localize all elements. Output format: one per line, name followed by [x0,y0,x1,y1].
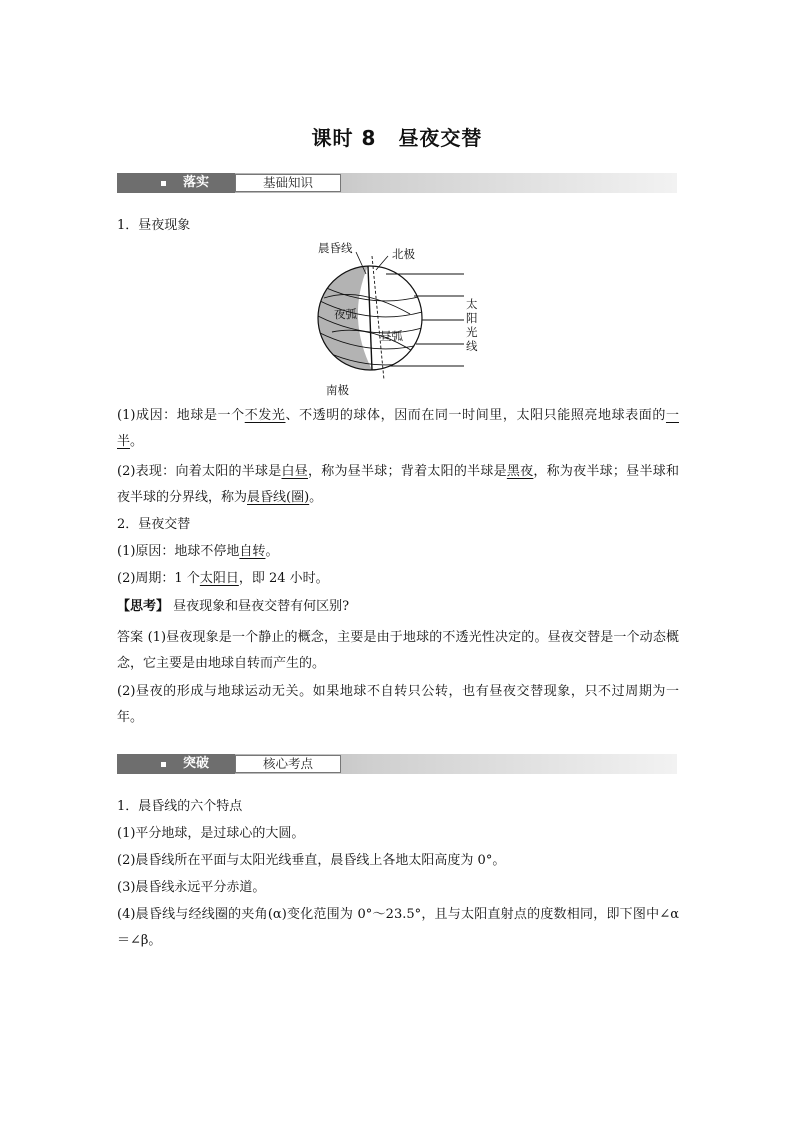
earth-axis [372,256,384,380]
answer-blank: 太阳日 [199,571,239,586]
answer-paragraph-1: 答案 (1)昼夜现象是一个静止的概念，主要是由于地球的不透光性决定的。昼夜交替是一个动态概念，它主要是由地球自转而产生的。 [117,630,679,671]
sunlight-label-char: 光 [466,325,478,339]
sunlight-label-char: 线 [466,339,478,353]
think-label: 【思考】 [117,599,170,614]
feature-item: (3)晨昏线永远平分赤道。 [117,880,266,895]
item-heading: 1．昼夜现象 [117,218,191,233]
section-subtitle: 核心考点 [235,755,341,773]
feature-item: (4)晨昏线与经线圈的夹角(α)变化范围为 0°～23.5°，且与太阳直射点的度数相同，即下图中∠α＝∠β。 [117,907,679,948]
page-title [0,122,794,151]
answer-label: 答案 [117,630,144,645]
feature-item: (2)晨昏线所在平面与太阳光线垂直，晨昏线上各地太阳高度为 0°。 [117,853,506,868]
sunlight-label-char: 阳 [466,311,478,325]
section-tag: 落实 [117,173,235,193]
section-tag: 突破 [117,754,235,774]
answer-blank: 白昼 [281,464,309,479]
answer-blank: 黑夜 [506,464,534,479]
terminator-label: 晨昏线 [318,241,353,255]
lesson-number: 课时 8 [311,126,377,150]
paragraph-cause: (1)成因：地球是一个不发光、不透明的球体，因而在同一时间里，太阳只能照亮地球表面的一半。 [117,408,679,449]
feature-item: (1)平分地球，是过球心的大圆。 [117,826,305,841]
paragraph-phenomenon: (2)表现：向着太阳的半球是白昼，称为昼半球；背着太阳的半球是黑夜，称为夜半球；昼半球和夜半球的分界线，称为晨昏线(圈)。 [117,464,679,505]
paragraph-reason: (1)原因：地球不停地自转。 [117,544,279,559]
item-heading: 1．晨昏线的六个特点 [117,799,243,814]
lesson-topic: 昼夜交替 [398,126,483,150]
day-arc-label: 昼弧 [380,329,403,343]
paragraph-period: (2)周期：1 个太阳日，即 24 小时。 [117,571,329,586]
day-night-figure [310,240,490,400]
terminator-line [368,266,372,370]
answer-blank: 不发光 [244,408,286,423]
answer-blank: 自转 [239,544,266,559]
north-pole-label: 北极 [392,247,415,261]
section-banner-tupo [117,754,677,774]
item-heading: 2．昼夜交替 [117,517,191,532]
section-subtitle: 基础知识 [235,174,341,192]
square-bullet-icon [161,181,166,186]
answer-paragraph-2: (2)昼夜的形成与地球运动无关。如果地球不自转只公转，也有昼夜交替现象，只不过周期为一年。 [117,684,679,725]
night-arc-label: 夜弧 [334,307,357,321]
answer-blank: 一半 [117,408,679,449]
think-question: 【思考】 昼夜现象和昼夜交替有何区别? [117,599,350,614]
section-banner-luoshi [117,173,677,193]
south-pole-label: 南极 [326,383,349,397]
answer-blank: 晨昏线(圈) [247,490,310,505]
square-bullet-icon [161,762,166,767]
sunlight-label-char: 太 [466,297,478,311]
